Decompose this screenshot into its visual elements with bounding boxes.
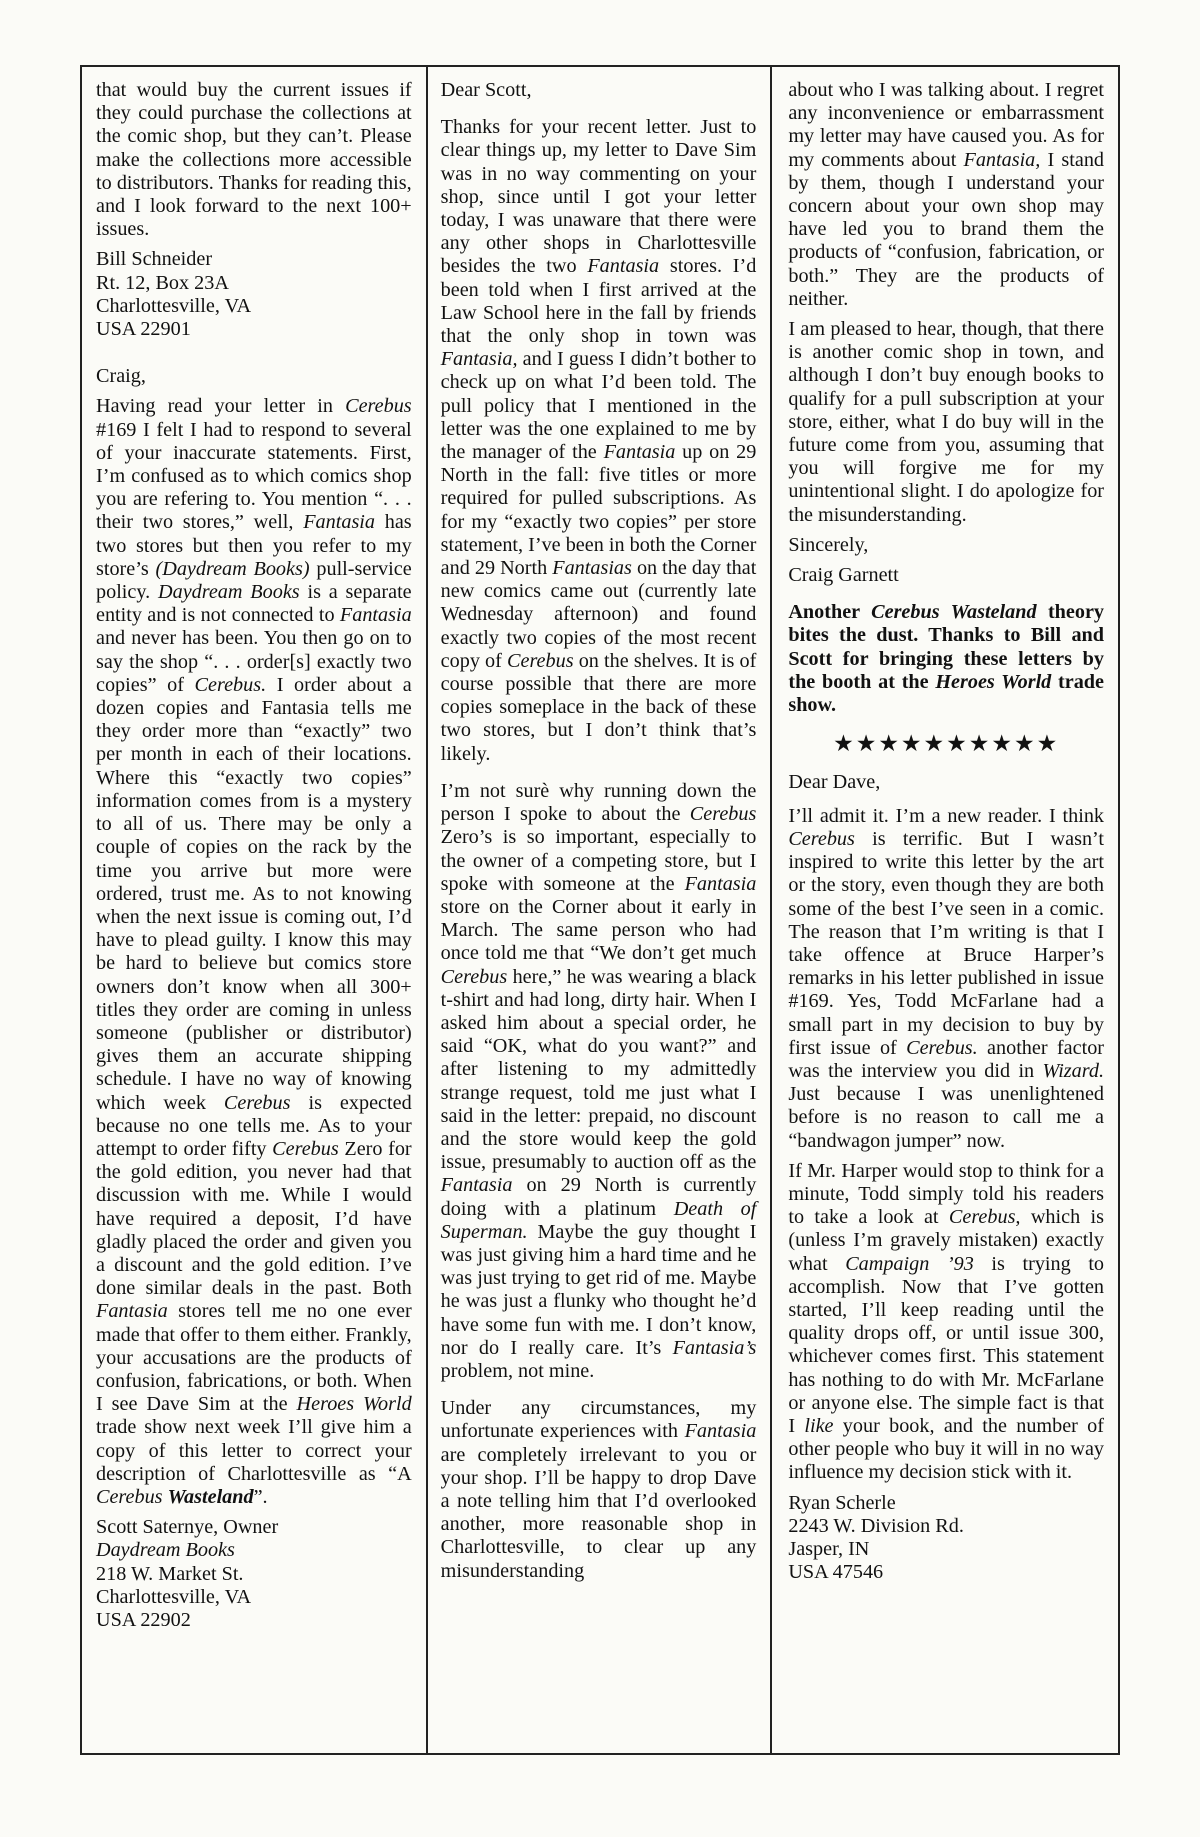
signature-name: Craig Garnett (788, 564, 899, 587)
salutation: Dear Scott, (440, 79, 532, 101)
signature-name: Bill Schneider (96, 248, 213, 271)
address-line: USA 22901 (96, 318, 191, 341)
signature-block (96, 1516, 412, 1632)
letters-page (80, 65, 1120, 1755)
editor-note: Another Cerebus Wasteland theory bites the dust. Thanks to Bill and Scott for bringing these letters by the booth at the Heroes World trade show. (788, 601, 1105, 717)
signature-name: Ryan Scherle (788, 1491, 896, 1514)
signature-block (788, 1492, 1104, 1585)
letter-paragraph: Having read your letter in Cerebus #169 I felt I had to respond to several of your inaccurate statements. First, I’m confused as to which comics shop you are refering to. You mention “. . . their two stores,” well, Fantasia has two stores but then you refer to my store’s (Daydream Books) pull-service policy. Daydream Books is a separate entity and is not connected to Fantasia and never has been. You then go on to say the shop “. . . order[s] exactly two copies” of Cerebus. I order about a dozen copies and Fantasia tells me they order more than “exactly” two per month in each of their locations. Where this “exactly two copies” information comes from is a mystery to all of us. There may be only a couple of copies on the rack by the time you arrive but more were ordered, trust me. As to not knowing when the next issue is coming out, I’d have to plead guilty. I know this may be hard to believe but comics store owners don’t know when all 300+ titles they order are coming in unless someone (publisher or distributor) gives them an accurate shipping schedule. I have no way of knowing which week Cerebus is expected because no one tells me. As to your attempt to order fifty Cerebus Zero for the gold edition, you never had that discussion with me. While I would have required a deposit, I’d have gladly placed the order and given you a discount and the gold edition. I’ve done similar deals in the past. Both Fantasia stores tell me no one ever made that offer to them either. Frankly, your accusations are the products of confusion, fabrications, or both. When I see Dave Sim at the Heroes World trade show next week I’ll give him a copy of this letter to correct your description of Charlottesville as “A Cerebus Wasteland”. (96, 395, 412, 1508)
address-line: Charlottesville, VA (96, 294, 252, 317)
letter-paragraph: that would buy the current issues if they could purchase the collections at the comic shop, but they can’t. Please make the collections more accessible to distributors. Thanks for reading this, and I look forward to the next 100+ issues. (96, 79, 412, 241)
letter-paragraph: I’ll admit it. I’m a new reader. I think Cerebus is terrific. But I wasn’t inspired to write this letter by the art or the story, even though they are both some of the best I’ve seen in a comic. The reason that I’m writing is that I take offence at Bruce Harper’s remarks in his letter published in issue #169. Yes, Todd McFarlane had a small part in my decision to buy by first issue of Cerebus. another factor was the interview you did in Wizard. Just because I was unenlightened before is no reason to call me a “bandwagon jumper” now. (788, 804, 1105, 1152)
business-name: Daydream Books (96, 1539, 235, 1562)
letter-paragraph: If Mr. Harper would stop to think for a minute, Todd simply told his readers to take a look at Cerebus, which is (unless I’m gravely mistaken) exactly what Campaign ’93 is trying to accomplish. Now that I’ve gotten started, I’ll keep reading until the quality drops off, or until issue 300, whichever comes first. This statement has nothing to do with Mr. McFarlane or anyone else. The simple fact is that I like your book, and the number of other people who buy it will in no way influence my decision stick with it. (788, 1159, 1105, 1484)
letter-paragraph: Under any circumstances, my unfortunate experiences with Fantasia are completely irrelevant to you or your shop. I’ll be happy to drop Dave a note telling him that I’d overlooked another, more reasonable shop in Charlottesville, to clear up any misunderstanding (440, 1397, 757, 1582)
column-1 (82, 67, 426, 1753)
signature-name: Scott Saternye, Owner (96, 1516, 279, 1539)
address-line: Jasper, IN (788, 1537, 870, 1560)
signature-block (96, 248, 412, 341)
address-line: Charlottesville, VA (96, 1585, 252, 1608)
column-3 (770, 67, 1118, 1753)
salutation: Craig, (96, 365, 146, 388)
address-line: USA 47546 (788, 1561, 884, 1584)
address-line: USA 22902 (96, 1609, 191, 1631)
closing: Sincerely, (788, 533, 869, 556)
letter-paragraph: I’m not surè why running down the person I spoke to about the Cerebus Zero’s is so important, especially to the owner of a competing store, but I spoke with someone at the Fantasia store on the Corner about it early in March. The same person who had once told me that “We don’t get much Cerebus here,” he was wearing a black t-shirt and had long, dirty hair. When I asked him about a special order, he said “OK, what do you want?” and after listening to my admittedly strange request, told me just what I said in the letter: prepaid, no discount and the store would keep the gold issue, presumably to auction off as the Fantasia on 29 North is currently doing with a platinum Death of Superman. Maybe the guy thought I was just giving him a hard time and he was just trying to get rid of me. Maybe he was just a flunky who thought he’d have some fun with me. I don’t know, nor do I really care. It’s Fantasia’s problem, not mine. (440, 779, 757, 1382)
address-line: Rt. 12, Box 23A (96, 271, 229, 294)
star-divider: ★★★★★★★★★★ (833, 731, 1060, 757)
letter-paragraph: I am pleased to hear, though, that there is another comic shop in town, and although I don’t buy enough books to qualify for a pull subscription at your store, either, what I do buy will in the future come from you, assuming that you will forgive me for my unintentional slight. I do apologize for the misunderstanding. (788, 318, 1105, 526)
column-2 (426, 67, 771, 1753)
address-line: 2243 W. Division Rd. (788, 1514, 964, 1537)
letter-paragraph: about who I was talking about. I regret any inconvenience or embarrassment my letter may have caused you. As for my comments about Fantasia, I stand by them, though I understand your concern about your own shop may have led you to brand them the products of “confusion, fabrication, or both.” They are the products of neither. (788, 79, 1105, 310)
address-line: 218 W. Market St. (96, 1562, 244, 1585)
salutation: Dear Dave, (788, 771, 881, 794)
letter-paragraph: Thanks for your recent letter. Just to clear things up, my letter to Dave Sim was in no way commenting on your shop, since until I got your letter today, I was unaware that there were any other shops in Charlottesville besides the two Fantasia stores. I’d been told when I first arrived at the Law School here in the fall by friends that the only shop in town was Fantasia, and I guess I didn’t bother to check up on what I’d been told. The pull policy that I mentioned in the letter was the one explained to me by the manager of the Fantasia up on 29 North in the fall: five titles or more required for pulled subscriptions. As for my “exactly two copies” per store statement, I’ve been in both the Corner and 29 North Fantasias on the day that new comics came out (currently late Wednesday afternoon) and found exactly two copies of the most recent copy of Cerebus on the shelves. It is of course possible that there are more copies someplace in the back of these two stores, but I don’t think that’s likely. (440, 116, 757, 765)
